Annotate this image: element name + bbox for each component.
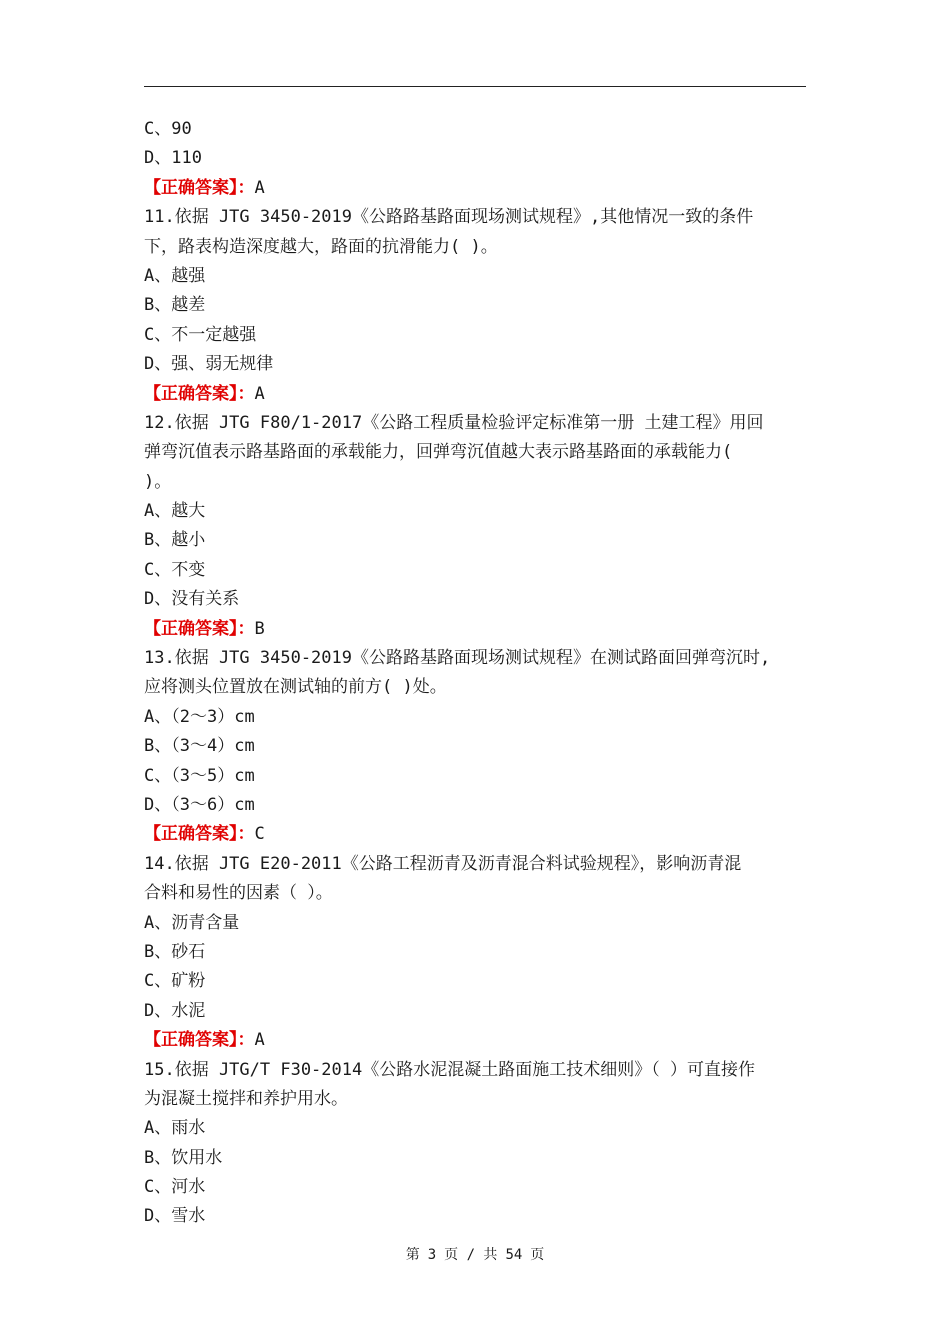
question-text: 弹弯沉值表示路基路面的承载能力，回弹弯沉值越大表示路基路面的承载能力( [144, 442, 733, 463]
answer-label: 【正确答案】： [144, 383, 255, 404]
option-a: A、（2～3）cm [144, 706, 255, 727]
answer-value: A [254, 177, 265, 198]
answer-label: 【正确答案】： [144, 1030, 255, 1051]
option-b: B、越小 [144, 530, 206, 551]
question-text: 下，路表构造深度越大，路面的抗滑能力( )。 [144, 236, 498, 257]
option-d: D、雪水 [144, 1206, 206, 1227]
answer-value: A [254, 1030, 265, 1051]
option-d: D、（3～6）cm [144, 794, 255, 815]
option-c: C、矿粉 [144, 971, 206, 992]
option-b: B、（3～4）cm [144, 736, 255, 757]
answer-label: 【正确答案】： [144, 618, 255, 639]
option-b: B、砂石 [144, 941, 206, 962]
question-text: 14.依据 JTG E20-2011《公路工程沥青及沥青混合料试验规程》，影响沥青混 [144, 853, 742, 874]
answer-line [144, 820, 806, 849]
option-d: D、110 [144, 148, 202, 169]
option-d: D、水泥 [144, 1000, 206, 1021]
option-c: C、90 [144, 119, 192, 139]
question-text: 应将测头位置放在测试轴的前方( )处。 [144, 677, 447, 698]
answer-line [144, 174, 806, 203]
option-c: C、不一定越强 [144, 324, 257, 345]
question-text: )。 [144, 471, 172, 492]
option-a: A、越强 [144, 265, 206, 286]
option-c: C、不变 [144, 559, 206, 580]
answer-line [144, 615, 806, 644]
answer-label: 【正确答案】： [144, 824, 255, 845]
question-text: 合料和易性的因素（ ）。 [144, 883, 333, 904]
option-d: D、强、弱无规律 [144, 354, 274, 375]
answer-value: A [254, 383, 265, 404]
total-pages: 54 [505, 1247, 523, 1263]
option-b: B、越差 [144, 295, 206, 316]
question-text: 为混凝土搅拌和养护用水。 [144, 1088, 348, 1109]
answer-line [144, 380, 806, 409]
answer-label: 【正确答案】： [144, 177, 255, 198]
footer-prefix: 第 [405, 1247, 420, 1263]
option-a: A、越大 [144, 501, 206, 522]
option-a: A、雨水 [144, 1118, 206, 1139]
option-d: D、没有关系 [144, 589, 240, 610]
option-c: C、河水 [144, 1177, 206, 1198]
option-b: B、饮用水 [144, 1147, 223, 1168]
page-content [144, 115, 806, 1232]
option-a: A、沥青含量 [144, 912, 240, 933]
answer-value: B [254, 618, 265, 639]
page-number: 3 [427, 1247, 437, 1263]
option-c: C、（3～5）cm [144, 765, 255, 786]
question-text: 13.依据 JTG 3450-2019《公路路基路面现场测试规程》在测试路面回弹弯沉时, [144, 648, 771, 669]
answer-value: C [254, 824, 265, 845]
header-rule [144, 86, 806, 87]
question-text: 15.依据 JTG/T F30-2014《公路水泥混凝土路面施工技术细则》（ ）可直接作 [144, 1059, 755, 1080]
answer-line [144, 1026, 806, 1055]
page-footer [0, 1244, 950, 1264]
footer-suffix: 页 [530, 1247, 545, 1263]
question-text: 12.依据 JTG F80/1-2017《公路工程质量检验评定标准第一册 土建工程》用回 [144, 412, 764, 433]
question-text: 11.依据 JTG 3450-2019《公路路基路面现场测试规程》,其他情况一致的条件 [144, 207, 754, 228]
footer-middle: 页 / 共 [444, 1247, 498, 1263]
